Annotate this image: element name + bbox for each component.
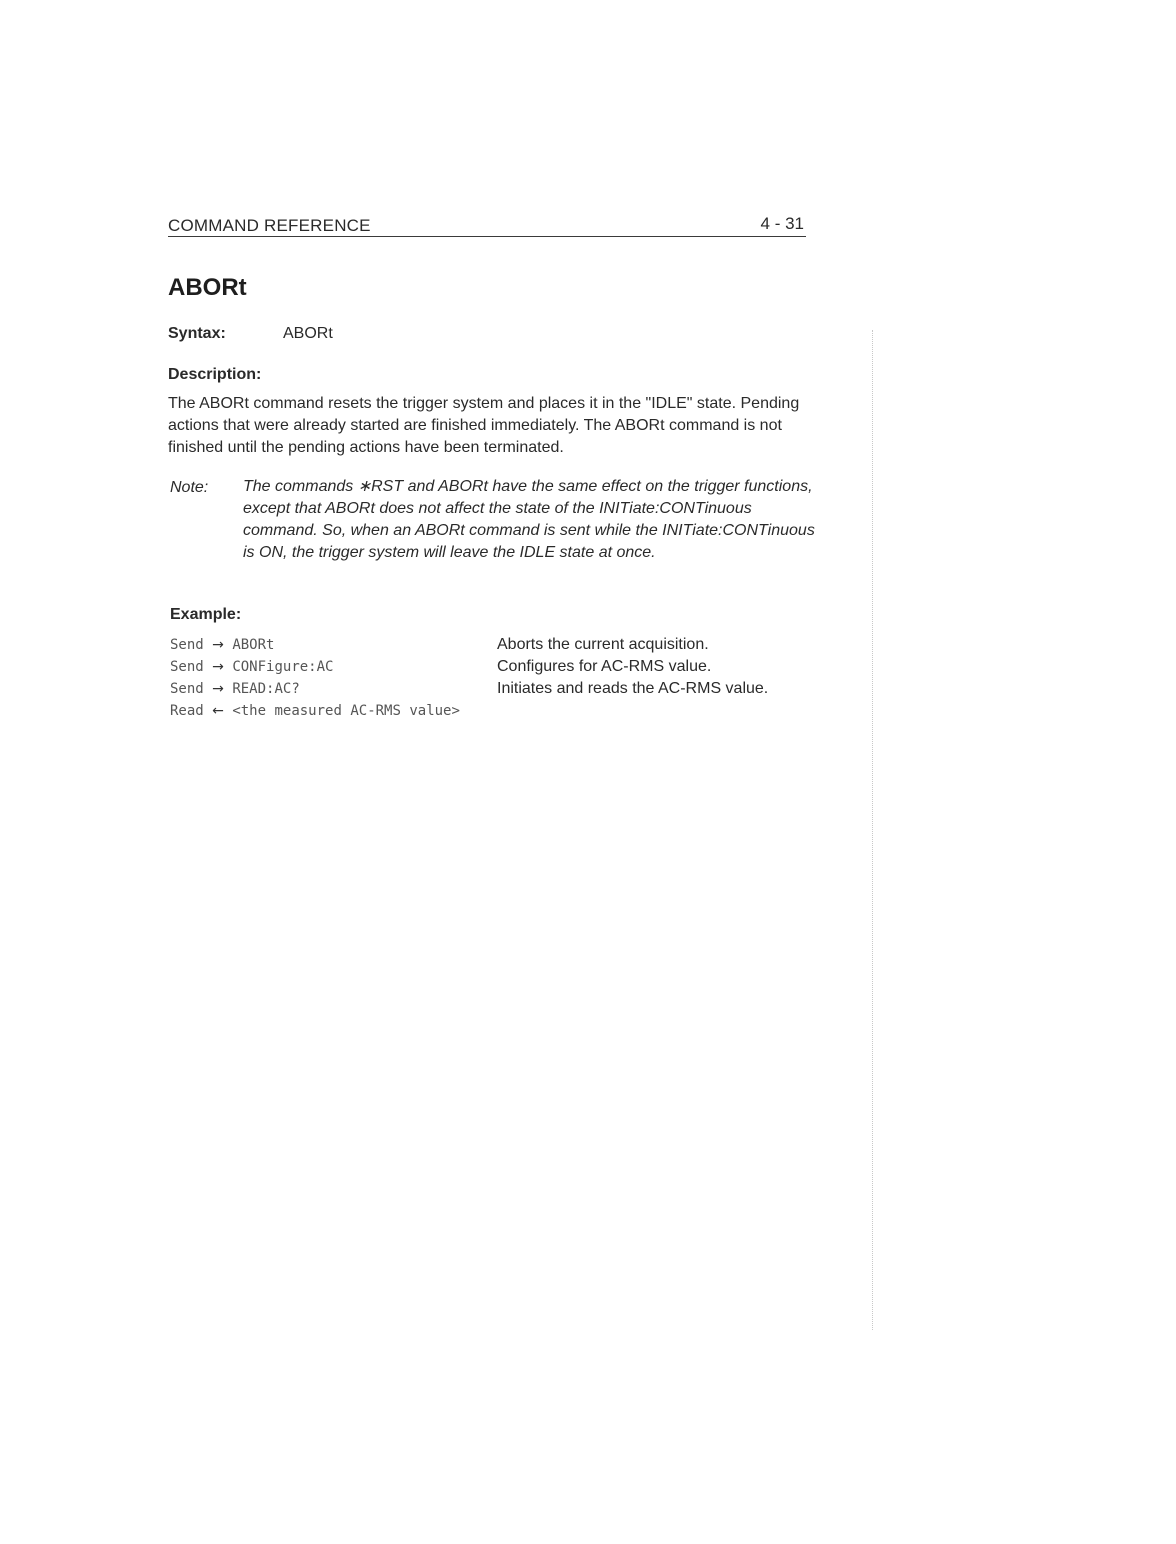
right-arrow-icon: → xyxy=(212,681,224,697)
page-number: 4 - 31 xyxy=(760,214,804,233)
example-description: Initiates and reads the AC-RMS value. xyxy=(497,680,769,697)
example-verb: Read xyxy=(170,703,204,719)
section-title: COMMAND REFERENCE xyxy=(168,216,371,235)
example-command-text: <the measured AC-RMS value> xyxy=(232,703,460,719)
example-description: Configures for AC-RMS value. xyxy=(497,658,712,675)
example-command xyxy=(170,659,333,675)
example-verb: Send xyxy=(170,637,204,653)
example-row xyxy=(170,637,820,659)
example-command xyxy=(170,681,300,697)
example-row xyxy=(170,681,820,703)
page-header xyxy=(168,214,806,237)
command-title: ABORt xyxy=(168,274,247,301)
syntax-value: ABORt xyxy=(283,325,333,342)
example-command xyxy=(170,703,460,719)
description-text: The ABORt command resets the trigger system and places it in the "IDLE" state. Pending actions that were already started are finished immediately. The ABORt command is not finished until the pending actions have been terminated. xyxy=(168,395,800,456)
syntax-label: Syntax: xyxy=(168,325,226,342)
left-arrow-icon: ← xyxy=(212,703,224,719)
scan-edge-divider xyxy=(872,330,874,1330)
example-verb: Send xyxy=(170,681,204,697)
right-arrow-icon: → xyxy=(212,659,224,675)
example-row xyxy=(170,703,820,725)
example-command-text: ABORt xyxy=(232,637,275,653)
example-heading: Example: xyxy=(170,606,242,623)
example-command-text: READ:AC? xyxy=(232,681,300,697)
example-row xyxy=(170,659,820,681)
example-description: Aborts the current acquisition. xyxy=(497,636,709,653)
note-label: Note: xyxy=(170,479,209,496)
right-arrow-icon: → xyxy=(212,637,224,653)
example-command-text: CONFigure:AC xyxy=(232,659,334,675)
example-verb: Send xyxy=(170,659,204,675)
description-heading: Description: xyxy=(168,366,262,383)
example-command xyxy=(170,637,274,653)
note-text: The commands ∗RST and ABORt have the same effect on the trigger functions, except that ABORt does not affect the state of the INITiate:CONTinuous command. So, when an ABORt command is sent while the INITiate:CONTinuous is ON, the trigger system will leave the IDLE state at once. xyxy=(243,478,815,561)
